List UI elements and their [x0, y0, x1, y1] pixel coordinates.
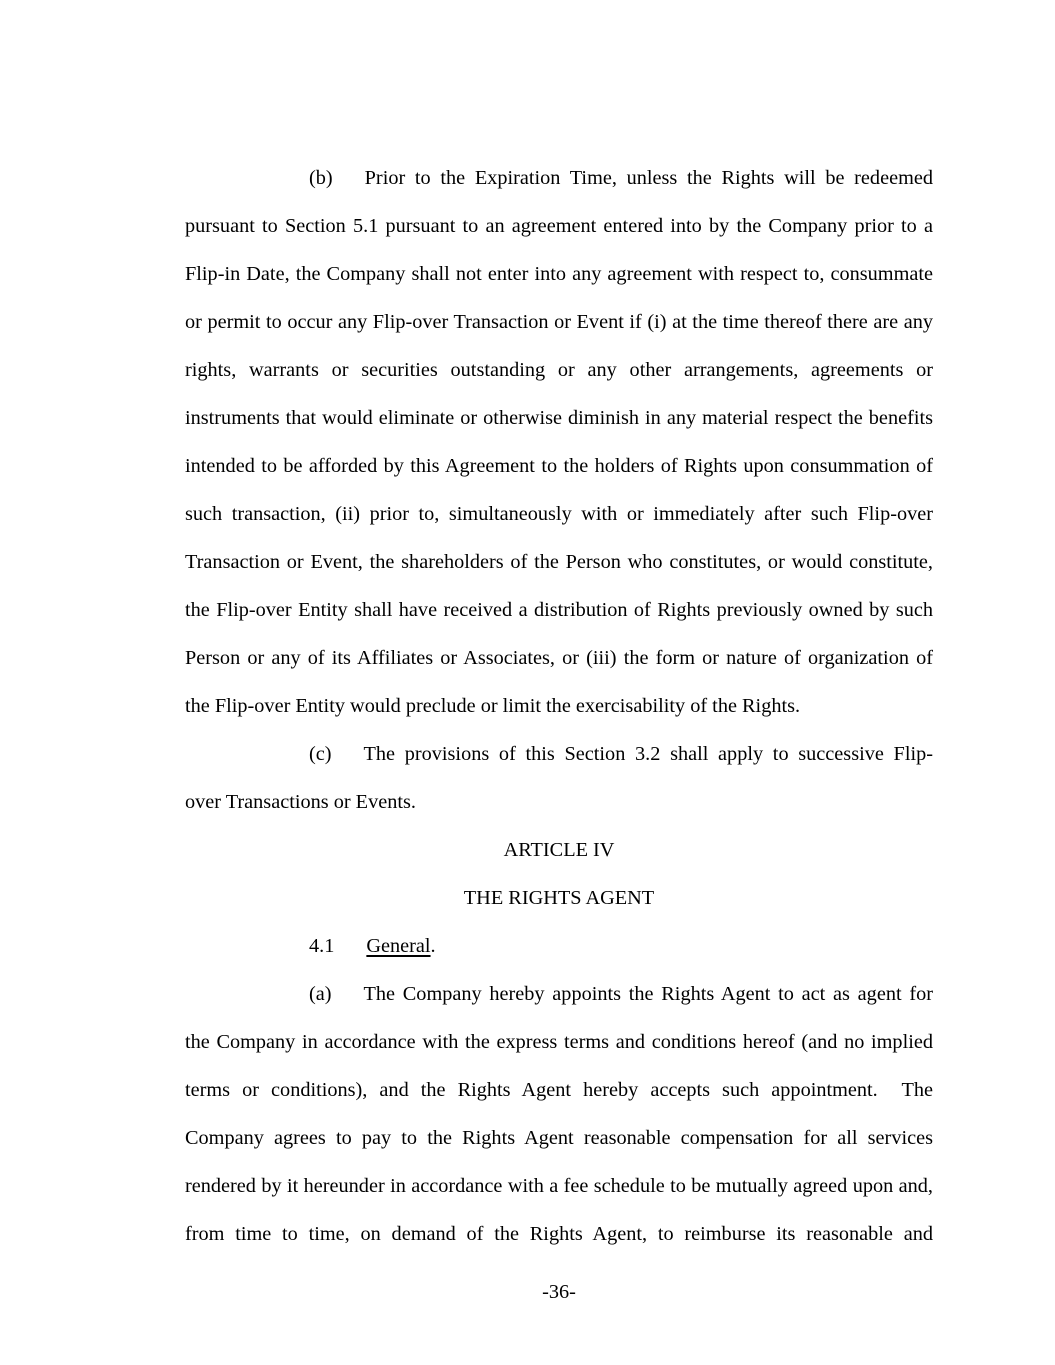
text-line: over Transactions or Events.	[185, 791, 416, 813]
section-title-suffix: .	[430, 935, 436, 957]
text-line: rights, warrants or securities outstanding or any other arrangements, agreements or	[185, 359, 933, 381]
text-line	[185, 730, 933, 778]
text-line: instruments that would eliminate or otherwise diminish in any material respect the benefits	[185, 407, 933, 429]
text-line: Company agrees to pay to the Rights Agent reasonable compensation for all services	[185, 1127, 933, 1149]
text-line: such transaction, (ii) prior to, simultaneously with or immediately after such Flip-over	[185, 503, 933, 525]
paragraph-first-line: The provisions of this Section 3.2 shall apply to successive Flip-	[363, 743, 933, 765]
text-line: Flip-in Date, the Company shall not enter into any agreement with respect to, consummate	[185, 263, 933, 285]
text-line: the Company in accordance with the express terms and conditions hereof (and no implied	[185, 1031, 933, 1053]
paragraph-first-line: Prior to the Expiration Time, unless the Rights will be redeemed	[364, 167, 933, 189]
paragraph-lines	[185, 202, 933, 730]
section-title: General	[366, 935, 431, 957]
text-line: the Flip-over Entity would preclude or limit the exercisability of the Rights.	[185, 695, 801, 717]
paragraph-label: (a)	[309, 983, 332, 1005]
text-line: Transaction or Event, the shareholders of the Person who constitutes, or would constitute,	[185, 551, 933, 573]
text-line: pursuant to Section 5.1 pursuant to an agreement entered into by the Company prior to a	[185, 215, 933, 237]
text-line: or permit to occur any Flip-over Transaction or Event if (i) at the time thereof there are any	[185, 311, 933, 333]
paragraph-b	[185, 154, 933, 730]
article-subheading: THE RIGHTS AGENT	[463, 887, 655, 909]
text-line: Person or any of its Affiliates or Associates, or (iii) the form or nature of organization of	[185, 647, 933, 669]
section-heading	[185, 922, 933, 970]
paragraph-label: (c)	[309, 743, 332, 765]
paragraph-lines	[185, 1018, 933, 1258]
text-line: terms or conditions), and the Rights Agent hereby accepts such appointment. The	[185, 1079, 933, 1101]
text-line: the Flip-over Entity shall have received a distribution of Rights previously owned by such	[185, 599, 933, 621]
article-heading: ARTICLE IV	[503, 839, 615, 861]
paragraph-first-line: The Company hereby appoints the Rights Agent to act as agent for	[363, 983, 933, 1005]
page-number: -36-	[542, 1281, 576, 1303]
text-line: from time to time, on demand of the Rights Agent, to reimburse its reasonable and	[185, 1223, 933, 1245]
text-line	[185, 970, 933, 1018]
paragraph-c	[185, 730, 933, 826]
paragraph-label: (b)	[309, 167, 333, 189]
section-number: 4.1	[309, 935, 335, 957]
paragraph-lines	[185, 778, 933, 826]
text-line: intended to be afforded by this Agreement to the holders of Rights upon consummation of	[185, 455, 933, 477]
text-line: rendered by it hereunder in accordance with a fee schedule to be mutually agreed upon and,	[185, 1175, 933, 1197]
paragraph-a	[185, 970, 933, 1258]
text-line	[185, 154, 933, 202]
